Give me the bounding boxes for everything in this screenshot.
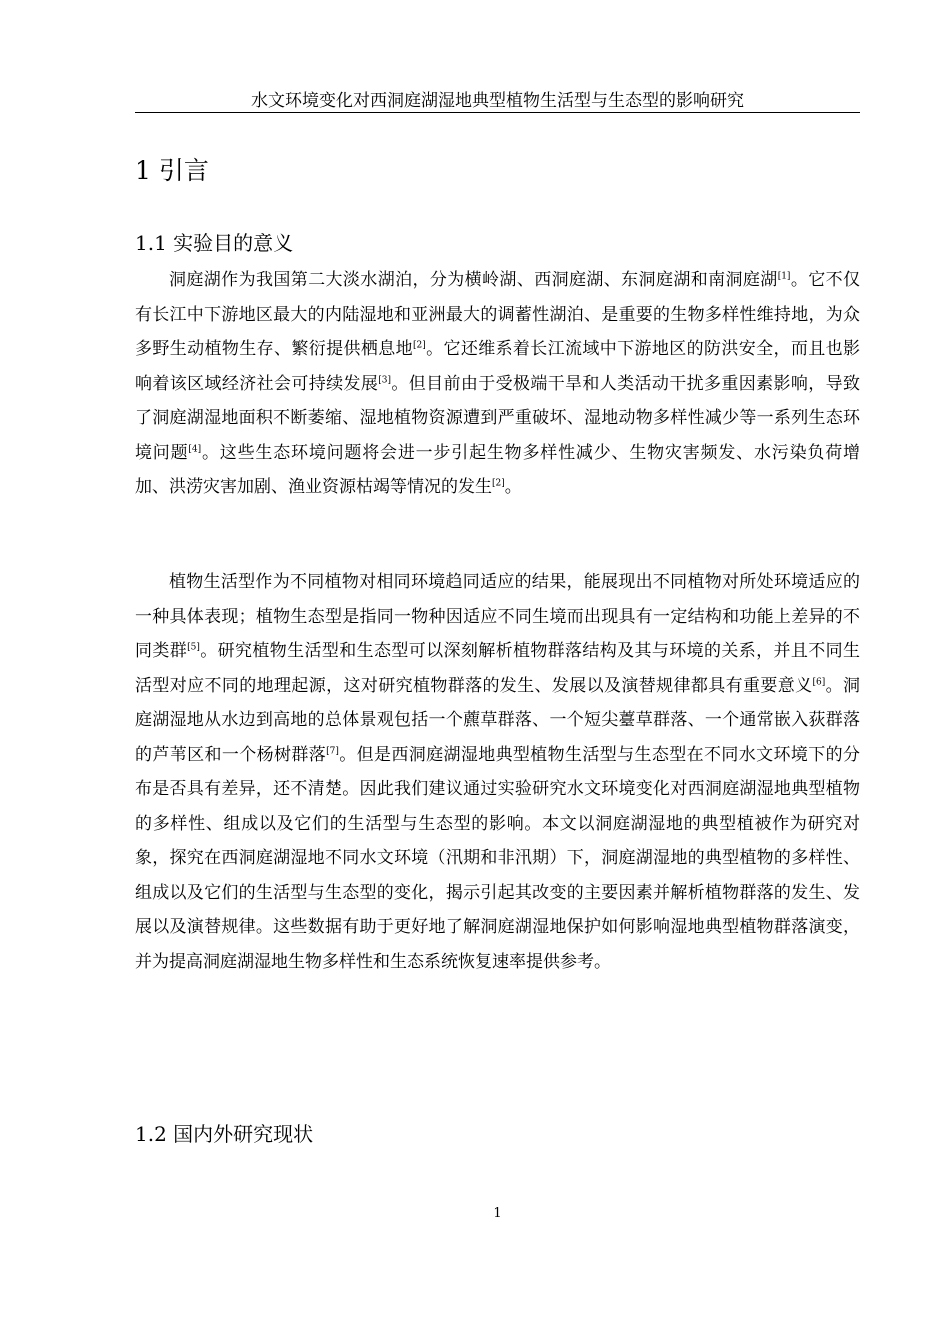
paragraph-1-text-4: 。但目前由于受极端干旱和人类活动干扰多重因素影响，导致了洞庭湖湿地面积不断萎缩、湿地植物资源遭到严重破坏、湿地动物多样性减少等一系列生态环境问题 — [135, 373, 861, 463]
citation-7: [6] — [812, 676, 826, 687]
header-rule — [135, 112, 860, 113]
paragraph-1-text-5: 。这些生态环境问题将会进一步引起生物多样性减少、生物灾害频发、水污染负荷增加、洪涝灾害加剧、渔业资源枯竭等情况的发生 — [135, 442, 861, 497]
paragraph-1-text-6: 。 — [504, 477, 522, 497]
chapter-title: 1 引言 — [135, 156, 209, 185]
page-number: 1 — [493, 1206, 502, 1221]
citation-8: [7] — [326, 745, 339, 756]
section-title-1-2: 1.2 国内外研究现状 — [135, 1122, 314, 1146]
paragraph-2-text-2: 。研究植物生活型和生态型可以深刻解析植物群落结构及其与环境的关系，并且不同生活型对应不同的地理起源，这对研究植物群落的发生、发展以及演替规律都具有重要意义 — [135, 641, 861, 696]
paragraph-1-text-2: 。它不仅有长江中下游地区最大的内陆湿地和亚洲最大的调蓄性湖泊、是重要的生物多样性维持地，为众多野生动植物生存、繁衍提供栖息地 — [135, 270, 861, 359]
paragraph-1-text-3: 。它还维系着长江流域中下游地区的防洪安全，而且也影响着该区域经济社会可持续发展 — [135, 339, 861, 394]
paragraph-1-text-1: 洞庭湖作为我国第二大淡水湖泊，分为横岭湖、西洞庭湖、东洞庭湖和南洞庭湖 — [169, 270, 778, 290]
citation-3: [3] — [378, 374, 391, 385]
citation-1: [1] — [777, 271, 791, 282]
paragraph-2-text-3: 。洞庭湖湿地从水边到高地的总体景观包括一个藨草群落、一个短尖薹草群落、一个通常嵌入荻群落的芦苇区和一个杨树群落 — [135, 675, 861, 765]
citation-4: [4] — [188, 443, 202, 454]
paragraph-2-text-1: 植物生活型作为不同植物对相同环境趋同适应的结果，能展现出不同植物对所处环境适应的一种具体表现；植物生态型是指同一物种因适应不同生境而出现具有一定结构和功能上差异的不同类群 — [135, 572, 860, 661]
citation-5: [2] — [492, 478, 505, 489]
citation-6: [5] — [187, 642, 200, 653]
running-header: 水文环境变化对西洞庭湖湿地典型植物生活型与生态型的影响研究 — [251, 91, 744, 111]
paragraph-1 — [135, 263, 860, 505]
paragraph-2 — [135, 565, 860, 979]
citation-2: [2] — [412, 340, 426, 351]
section-title-1-1: 1.1 实验目的意义 — [135, 231, 294, 255]
paragraph-2-text-4: 。但是西洞庭湖湿地典型植物生活型与生态型在不同水文环境下的分布是否具有差异，还不清楚。因此我们建议通过实验研究水文环境变化对西洞庭湖湿地典型植物的多样性、组成以及它们的生活型与生态型的影响。本文以洞庭湖湿地的典型植被作为研究对象，探究在西洞庭湖湿地不同水文环境（汛期和非汛期）下，洞庭湖湿地的典型植物的多样性、组成以及它们的生活型与生态型的变化，揭示引起其改变的主要因素并解析植物群落的发生、发展以及演替规律。这些数据有助于更好地了解洞庭湖湿地保护如何影响湿地典型植物群落演变，并为提高洞庭湖湿地生物多样性和生态系统恢复速率提供参考。 — [135, 744, 861, 972]
